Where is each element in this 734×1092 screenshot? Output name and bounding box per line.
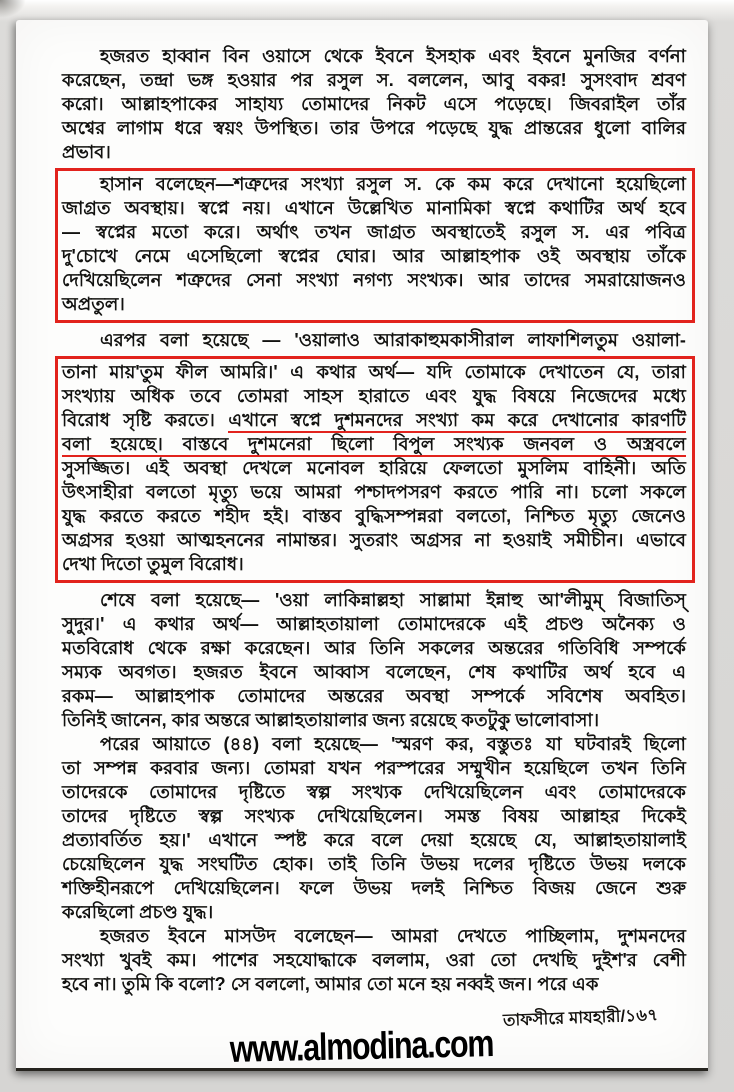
text-segment: সম্যক অবগত। হজরত ইবনে আব্বাস বলেছেন, শেষ কথাটির অর্থ হবে এ [62,662,686,682]
text-segment: হাসান বলেছেন—শত্রুদের সংখ্যা রসুল স. কে কম করে দেখানো হয়েছিলো [100,174,686,194]
text-segment: তিনিই জানেন, কার অন্তরে আল্লাহতায়ালার জন্য রয়েছে কতটুকু ভালোবাসা। [62,710,600,730]
text-segment: এরপর বলা হয়েছে — 'ওয়ালাও আরাকাহুমকাসীরাল লাফাশিলতুম ওয়ালা- [100,330,686,350]
text-line [62,804,686,828]
text-line [62,196,686,220]
text-line [62,852,686,876]
text-segment: যুদ্ধ করতে করতে শহীদ হই। বাস্তব বুদ্ধিসম্পন্নরা বলতো, নিশ্চিত মৃত্যু জেনেও [62,506,686,526]
text-line [62,432,686,456]
text-line [62,68,686,92]
text-line [62,948,686,972]
text-line [62,876,686,900]
text-segment: প্রত্যাবর্তিত হয়।' এখানে স্পষ্ট করে বলে দেয়া হয়েছে যে, আল্লাহতায়ালাই [62,830,686,850]
text-line [62,480,686,504]
text-line [62,456,686,480]
text-segment: বিরোধ সৃষ্টি করতে। [62,410,229,430]
text-segment: অপ্রতুল। [62,294,125,314]
text-segment: দু'চোখে নেমে এসেছিলো স্বপ্নের ঘোর। আর আল্লাহপাক ওই অবস্থায় তাঁকে [62,246,686,266]
page-text [62,44,686,996]
text-line [62,660,686,684]
text-segment: সংখ্যা খুবই কম। পাশের সহযোদ্ধাকে বললাম, ওরা তো দেখছি দুইশ'র বেশী [62,950,686,970]
para-porer-ayat-44 [62,732,686,924]
text-line [62,828,686,852]
text-segment: সংখ্যায় অধিক তবে তোমরা সাহস হারাতে এবং যুদ্ধ বিষয়ে নিজেদের মধ্যে [62,386,686,406]
text-line [62,44,686,68]
page-reference: তাফসীরে মাযহারী/১৬৭ [502,1006,659,1030]
text-segment: অগ্রসর হওয়া আত্মহননের নামান্তর। সুতরাং অগ্রসর না হওয়াই সমীচীন। এভাবে [62,530,686,550]
text-line [62,408,686,432]
red-underlined-text: বলা হয়েছে। বাস্তবে দুশমনেরা ছিলো বিপুল সংখ্যক জনবল ও অস্ত্রবলে [62,434,686,457]
text-segment: — স্বপ্নের মতো করে। অর্থাৎ তখন জাগ্রত অবস্থাতেই রসুল স. এর পবিত্র [62,222,686,242]
para-ayat-explanation-redbox [55,356,695,583]
text-line [62,552,686,576]
text-segment: শক্তিহীনরূপে দেখিয়েছিলেন। ফলে উভয় দলই নিশ্চিত বিজয় জেনে শুরু [62,878,686,898]
text-segment: পরের আয়াতে (৪৪) বলা হয়েছে— 'স্মরণ কর, বস্তুতঃ যা ঘটবারই ছিলো [100,734,686,754]
text-line [62,612,686,636]
text-line [62,756,686,780]
red-underlined-text: এখানে স্বপ্নে দুশমনদের সংখ্যা কম করে দেখানোর কারণটি [228,410,686,433]
text-line [62,780,686,804]
para-ayat-intro-line [62,328,686,352]
text-segment: তাদের দৃষ্টিতে স্বল্প সংখ্যক দেখিয়েছিলেন। সমস্ত বিষয় আল্লাহর দিকেই [62,806,686,826]
watermark-url: www.almodina.com [229,1023,494,1071]
text-segment: শেষে বলা হয়েছে— 'ওয়া লাকিন্নাল্লহা সাল্লামা ইন্নাহু আ'লীমুম্ বিজাতিস্ [100,590,686,610]
text-line [62,172,686,196]
text-segment: করেছেন, তন্দ্রা ভঙ্গ হওয়ার পর রসুল স. বললেন, আবু বকর! সুসংবাদ শ্রবণ [62,70,686,90]
text-line [62,384,686,408]
text-segment: হজরত ইবনে মাসউদ বলেছেন— আমরা দেখতে পাচ্ছিলাম, দুশমনদের [100,926,686,946]
para-sheshe-bola-hoyeche [62,588,686,732]
text-segment: হবে না। তুমি কি বলো? সে বললো, আমার তো মনে হয় নব্বই জন। পরে এক [62,974,599,994]
text-segment: অশ্বের লাগাম ধরে স্বয়ং উপস্থিত। তার উপরে পড়েছে যুদ্ধ প্রান্তরের ধুলো বালির [62,118,686,138]
text-segment: তানা মায়'তুম ফীল আমরি।' এ কথার অর্থ— যদি তোমাকে দেখাতেন যে, তারা [62,362,686,382]
text-line [62,268,686,292]
text-line [62,244,686,268]
text-segment: তা সম্পন্ন করবার জন্য। তোমরা যখন পরস্পরের সম্মুখীন হয়েছিলে তখন তিনি [62,758,686,778]
text-line [62,328,686,352]
text-line [62,116,686,140]
text-segment: করেছিলো প্রচণ্ড যুদ্ধ। [62,902,214,922]
text-segment: চেয়েছিলেন যুদ্ধ সংঘটিত হোক। তাই তিনি উভয় দলের দৃষ্টিতে উভয় দলকে [62,854,686,874]
para-hasan-quote-redbox [55,168,695,323]
text-line [62,636,686,660]
text-line [62,732,686,756]
text-segment: দেখা দিতো তুমুল বিরোধ। [62,554,244,574]
text-segment: তাদেরকে তোমাদের দৃষ্টিতে স্বল্প সংখ্যক দেখিয়েছিলেন এবং তোমাদেরকে [62,782,686,802]
text-line [62,220,686,244]
text-line [62,708,686,732]
para-ibne-masud [62,924,686,996]
text-line [62,92,686,116]
text-line [62,900,686,924]
text-segment: সুসজ্জিত। এই অবস্থা দেখলে মনোবল হারিয়ে ফেলতো মুসলিম বাহিনী। অতি [62,458,686,478]
text-line [62,684,686,708]
text-line [62,924,686,948]
para-narration-hajrat-habban [62,44,686,164]
text-segment: রকম— আল্লাহপাক তোমাদের অন্তরের অবস্থা সম্পর্কে সবিশেষ অবহিত। [62,686,686,706]
text-line [62,292,686,316]
text-segment: জাগ্রত অবস্থায়। স্বপ্নে নয়। এখানে উল্লেখিত মানামিকা স্বপ্নে কথাটির অর্থ হবে [62,198,686,218]
text-segment: দেখিয়েছিলেন শত্রুদের সেনা সংখ্যা নগণ্য সংখ্যক। আর তাদের সমরায়োজনও [62,270,686,290]
text-line [62,588,686,612]
text-line [62,972,686,996]
text-segment: করো। আল্লাহপাকের সাহায্য তোমাদের নিকট এসে পড়েছে। জিবরাইল তাঁর [62,94,686,114]
text-segment: মতবিরোধ থেকে রক্ষা করেছেন। আর তিনি সকলের অন্তরের গতিবিধি সম্পর্কে [62,638,686,658]
scanned-book-page [16,20,708,1071]
text-segment: প্রভাব। [62,142,111,162]
text-segment: হজরত হাব্বান বিন ওয়াসে থেকে ইবনে ইসহাক এবং ইবনে মুনজির বর্ণনা [100,46,686,66]
text-segment: সুদুর।' এ কথার অর্থ— আল্লাহতায়ালা তোমাদেরকে এই প্রচণ্ড অনৈক্য ও [62,614,686,634]
text-line [62,528,686,552]
text-line [62,504,686,528]
text-segment: উৎসাহীরা বলতো মৃত্যু ভয়ে আমরা পশ্চাদপসরণ করতে পারি না। চলো সকলে [62,482,686,502]
text-line [62,360,686,384]
text-line [62,140,686,164]
scan-corner-shadow [0,0,26,18]
